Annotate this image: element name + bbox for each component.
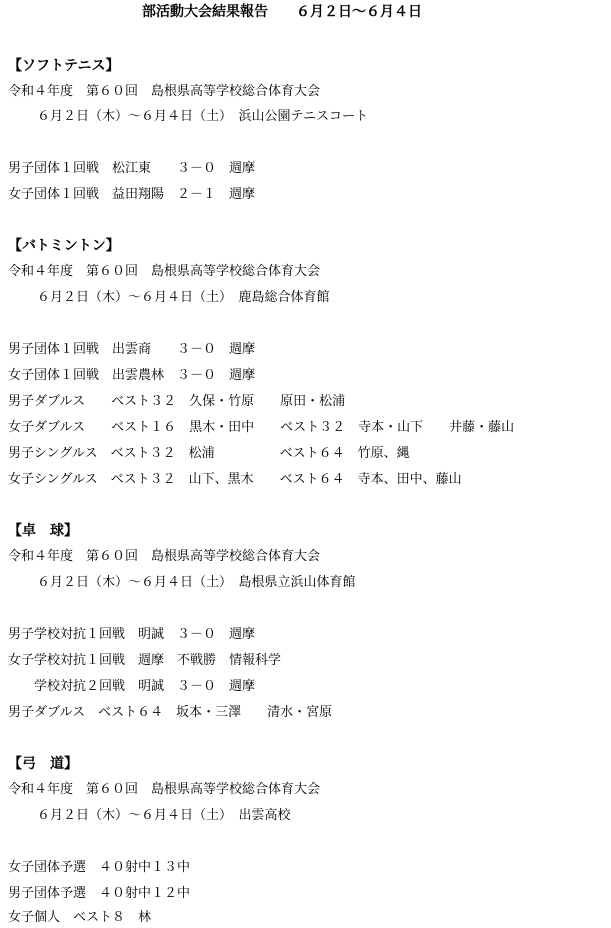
section-heading-kyudo: 【弓 道】 [8,756,78,772]
result-line: 男子シングルス ベスト３２ 松浦 ベスト６４ 竹原、縄 [8,446,410,461]
result-line: 女子学校対抗１回戦 週摩 不戦勝 情報科学 [8,653,282,668]
result-line: 学校対抗２回戦 明誠 ３－０ 週摩 [8,679,256,694]
result-line: 女子団体１回戦 益田翔陽 ２－１ 週摩 [8,187,256,202]
section-heading-soft-tennis: 【ソフトテニス】 [8,58,120,74]
section-heading-table-tennis: 【卓 球】 [8,523,78,539]
section-dates-venue: ６月２日（木）～６月４日（土） 島根県立浜山体育館 [37,575,356,590]
result-line: 女子団体予選 ４０射中１３中 [8,860,191,875]
section-dates-venue: ６月２日（木）～６月４日（土） 浜山公園テニスコート [37,109,368,124]
section-heading-badminton: 【バトミントン】 [8,238,120,254]
result-line: 男子団体１回戦 出雲商 ３－０ 週摩 [8,342,256,357]
section-meet: 令和４年度 第６０回 島根県高等学校総合体育大会 [8,549,321,564]
result-line: 女子シングルス ベスト３２ 山下、黒木 ベスト６４ 寺本、田中、藤山 [8,472,462,487]
result-line: 女子団体１回戦 出雲農林 ３－０ 週摩 [8,368,256,383]
result-line: 男子ダブルス ベスト６４ 坂本・三澤 清水・宮原 [8,705,333,720]
result-line: 男子学校対抗１回戦 明誠 ３－０ 週摩 [8,627,256,642]
result-line: 女子個人 ベスト８ 林 [8,910,152,925]
section-meet: 令和４年度 第６０回 島根県高等学校総合体育大会 [8,84,321,99]
result-line: 女子ダブルス ベスト１６ 黒木・田中 ベスト３２ 寺本・山下 井藤・藤山 [8,420,515,435]
report-title: 部活動大会結果報告 ６月２日～６月４日 [142,4,422,20]
section-dates-venue: ６月２日（木）～６月４日（土） 鹿島総合体育館 [37,290,330,305]
section-meet: 令和４年度 第６０回 島根県高等学校総合体育大会 [8,782,321,797]
result-line: 男子団体１回戦 松江東 ３－０ 週摩 [8,161,256,176]
result-line: 男子団体予選 ４０射中１２中 [8,886,191,901]
section-meet: 令和４年度 第６０回 島根県高等学校総合体育大会 [8,264,321,279]
result-line: 男子ダブルス ベスト３２ 久保・竹原 原田・松浦 [8,394,346,409]
section-dates-venue: ６月２日（木）～６月４日（土） 出雲高校 [37,808,291,823]
